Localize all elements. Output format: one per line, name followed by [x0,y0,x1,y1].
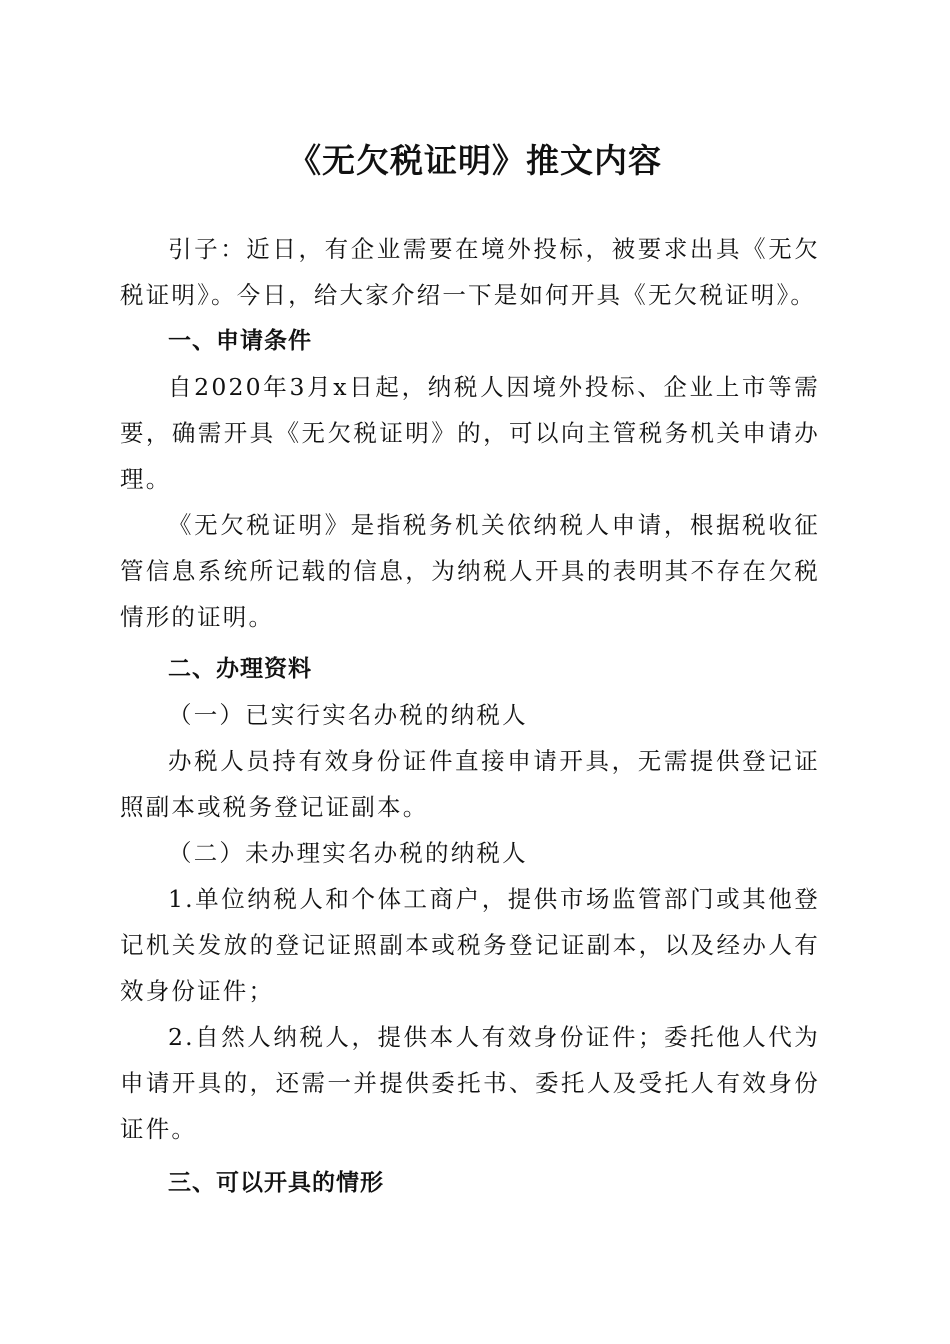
section-2-sub-2-item-1: 1.单位纳税人和个体工商户，提供市场监管部门或其他登记机关发放的登记证照副本或税务登记证副本，以及经办人有效身份证件； [120,885,820,1005]
section-2-sub-2-heading: （二）未办理实名办税的纳税人 [168,839,528,867]
section-2-sub-1-heading: （一）已实行实名办税的纳税人 [168,701,528,729]
section-2-heading: 二、办理资料 [168,656,312,682]
section-1-heading: 一、申请条件 [168,328,312,354]
intro-paragraph: 引子：近日，有企业需要在境外投标，被要求出具《无欠税证明》。今日，给大家介绍一下是如何开具《无欠税证明》。 [120,235,820,309]
section-2-sub-2-item-2: 2.自然人纳税人，提供本人有效身份证件；委托他人代为申请开具的，还需一并提供委托书、委托人及受托人有效身份证件。 [120,1023,820,1143]
section-3-heading: 三、可以开具的情形 [168,1170,384,1196]
section-1-paragraph-1: 自2020年3月x日起，纳税人因境外投标、企业上市等需要，确需开具《无欠税证明》的，可以向主管税务机关申请办理。 [120,373,820,493]
document-title: 《无欠税证明》推文内容 [288,141,662,180]
document-body [120,226,820,1206]
section-2-sub-1-paragraph: 办税人员持有效身份证件直接申请开具，无需提供登记证照副本或税务登记证副本。 [120,747,820,821]
section-1-paragraph-2: 《无欠税证明》是指税务机关依纳税人申请，根据税收征管信息系统所记载的信息，为纳税人开具的表明其不存在欠税情形的证明。 [120,511,820,631]
